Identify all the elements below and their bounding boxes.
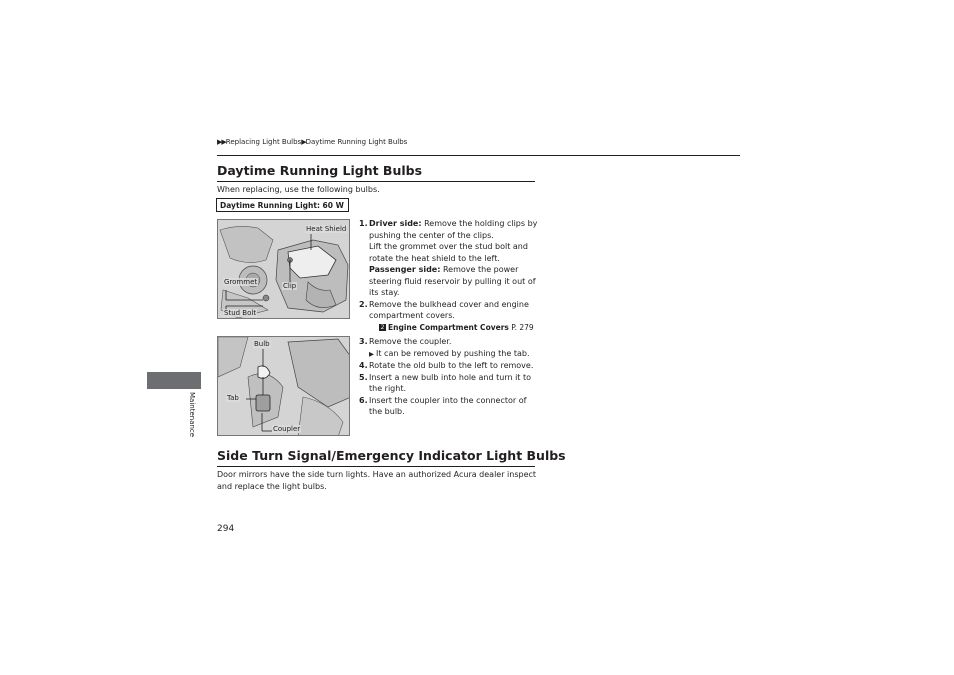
figure-heat-shield-illustration — [217, 219, 350, 319]
procedure-steps — [359, 218, 539, 418]
step-1-passenger — [359, 264, 539, 299]
callout-coupler: Coupler — [273, 425, 301, 433]
callout-clip: Clip — [283, 282, 297, 290]
step-4 — [359, 360, 539, 372]
page-number: 294 — [217, 524, 235, 534]
reference-title: Engine Compartment Covers — [388, 322, 509, 332]
step-text: Remove the coupler. — [369, 337, 452, 346]
step-text: Insert a new bulb into hole and turn it to the right. — [369, 372, 532, 393]
callout-stud-bolt: Stud Bolt — [224, 309, 257, 317]
callout-grommet: Grommet — [224, 278, 258, 286]
breadcrumb — [217, 138, 407, 146]
step-number: 6. — [359, 395, 368, 405]
step-number: 4. — [359, 361, 368, 370]
step-number: 5. — [359, 372, 368, 382]
section-intro: When replacing, use the following bulbs. — [217, 185, 380, 194]
callout-heat-shield: Heat Shield — [306, 225, 347, 233]
step-1-continuation: Lift the grommet over the stud bolt and rotate the heat shield to the left. — [369, 242, 528, 263]
step-1 — [359, 218, 539, 241]
step-3 — [359, 336, 539, 348]
note-triangle-icon: ▶ — [369, 349, 374, 358]
section-title-underline — [217, 466, 535, 467]
step-5 — [359, 372, 539, 395]
breadcrumb-arrow-icon: ▶▶ — [217, 138, 226, 146]
section-paragraph: Door mirrors have the side turn lights. Have an authorized Acura dealer inspect and replace the light bulbs. — [217, 470, 537, 491]
step-lead-passenger-side: Passenger side: — [369, 265, 441, 274]
callout-bulb: Bulb — [254, 340, 270, 348]
bulb-spec-box: Daytime Running Light: 60 W — [216, 198, 349, 212]
cross-reference-link[interactable] — [359, 322, 539, 334]
note-text: It can be removed by pushing the tab. — [376, 348, 530, 358]
chapter-side-label: Maintenance — [188, 392, 196, 438]
breadcrumb-arrow-icon: ▶ — [301, 138, 306, 146]
section-title-underline — [217, 181, 535, 182]
step-text: Rotate the old bulb to the left to remove. — [369, 361, 534, 370]
step-lead-driver-side: Driver side: — [369, 219, 422, 228]
step-6 — [359, 395, 539, 418]
step-3-note — [359, 348, 539, 361]
step-number: 1. — [359, 219, 368, 228]
step-text: Remove the bulkhead cover and engine compartment covers. — [369, 299, 529, 320]
step-text: Remove the power steering fluid reservoir by pulling it out of its stay. — [369, 265, 536, 297]
breadcrumb-item-daytime-running-light-bulbs: Daytime Running Light Bulbs — [305, 138, 408, 146]
reference-icon: 2 — [380, 324, 385, 331]
figure-bulb-coupler-illustration — [217, 336, 350, 436]
reference-page: P. 279 — [508, 322, 534, 332]
section-title-side-turn-signal: Side Turn Signal/Emergency Indicator Light Bulbs — [217, 448, 566, 463]
step-number: 3. — [359, 337, 368, 346]
bulb-coupler-drawing — [218, 337, 350, 436]
chapter-side-tab[interactable] — [147, 372, 201, 389]
header-divider — [217, 155, 740, 156]
engine-bay-drawing — [218, 220, 350, 319]
step-text: Insert the coupler into the connector of the bulb. — [369, 395, 527, 416]
step-text: Remove the holding clips by pushing the center of the clips. — [369, 219, 538, 240]
step-number: 2. — [359, 299, 368, 309]
step-2 — [359, 299, 539, 322]
callout-tab: Tab — [227, 394, 239, 402]
breadcrumb-item-replacing-light-bulbs[interactable]: Replacing Light Bulbs — [225, 138, 302, 146]
section-title-daytime-running-light-bulbs: Daytime Running Light Bulbs — [217, 163, 423, 178]
